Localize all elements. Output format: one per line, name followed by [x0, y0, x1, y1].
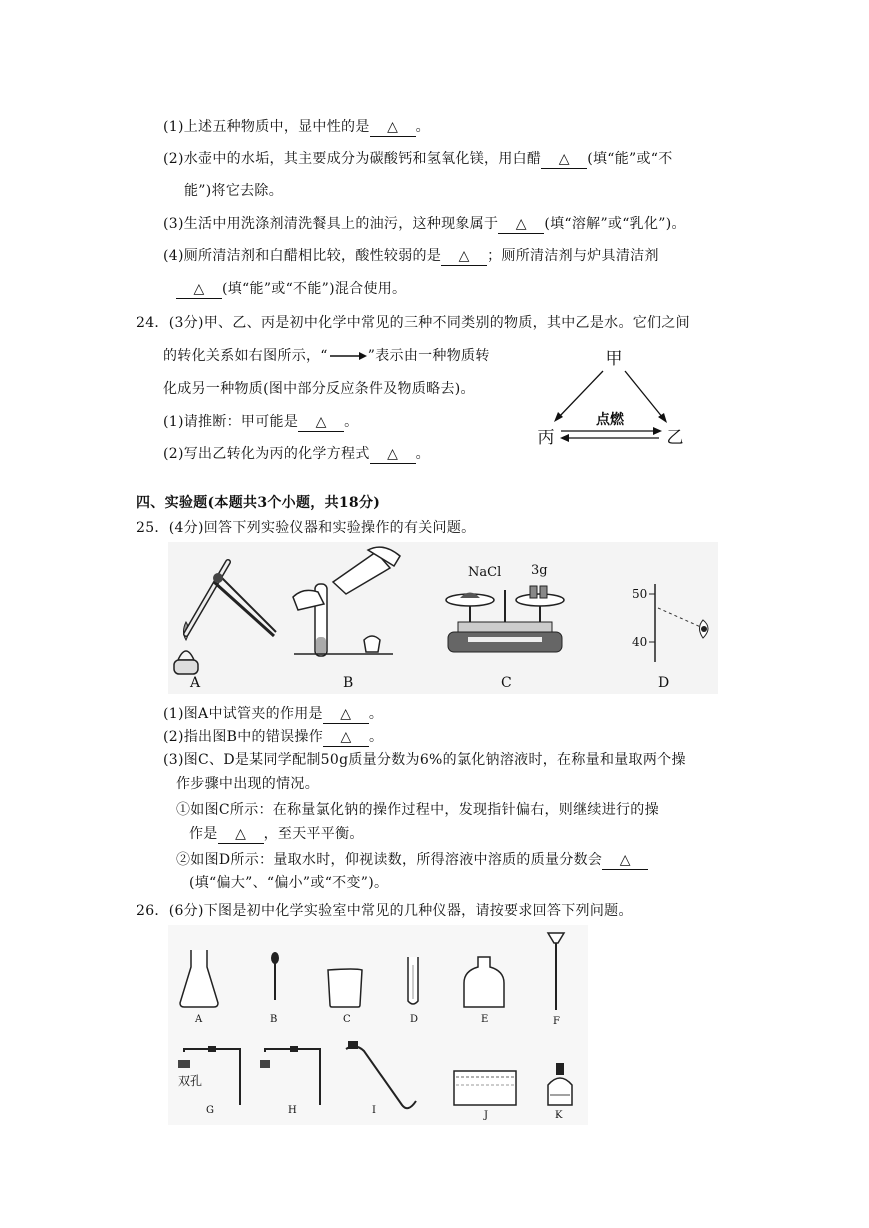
- svg-text:E: E: [481, 1014, 489, 1025]
- svg-text:D: D: [410, 1014, 419, 1025]
- answer-blank[interactable]: △: [441, 248, 487, 266]
- q25-part1: (1)图A中试管夹的作用是 △ 。: [163, 706, 384, 722]
- q25-sub2-line2: (填“偏大”、“偏小”或“不变”)。: [189, 875, 389, 891]
- q25-part3: (3)图C、D是某同学配制50g质量分数为6%的氯化钠溶液时，在称量和量取两个操: [163, 752, 686, 768]
- q23-part4-line2: △ (填“能”或“不能”)混合使用。: [176, 279, 406, 299]
- test-tube-icon: [408, 957, 418, 1004]
- trough-icon: [454, 1071, 516, 1105]
- arrow-icon: [328, 350, 368, 362]
- svg-text:3g: 3g: [531, 563, 548, 578]
- node-bing: 丙: [537, 428, 555, 448]
- q24-stem: 24．(3分)甲、乙、丙是初中化学中常见的三种不同类别的物质，其中乙是水。它们之间: [136, 315, 690, 331]
- q25-figure: [168, 542, 718, 694]
- transformation-diagram: [525, 340, 695, 455]
- svg-text:A: A: [195, 1014, 203, 1025]
- q23-part2-continued: 能”)将它去除。: [184, 183, 284, 199]
- q23-part3-text: (3)生活中用洗涤剂清洗餐具上的油污，这种现象属于: [163, 216, 499, 232]
- svg-text:F: F: [553, 1016, 560, 1027]
- answer-blank[interactable]: △: [323, 706, 369, 724]
- label-b: B: [343, 675, 354, 691]
- double-hole-label: 双孔: [178, 1074, 203, 1088]
- q23-part3: (3)生活中用洗涤剂清洗餐具上的油污，这种现象属于 △ (填“溶解”或“乳化”)。: [163, 216, 686, 232]
- answer-blank[interactable]: △: [370, 446, 416, 464]
- svg-text:B: B: [270, 1014, 278, 1025]
- answer-blank[interactable]: △: [541, 151, 587, 169]
- svg-text:H: H: [288, 1105, 297, 1116]
- q26-stem: 26．(6分)下图是初中化学实验室中常见的几种仪器，请按要求回答下列问题。: [136, 903, 633, 919]
- q23-part2: (2)水壶中的水垢，其主要成分为碳酸钙和氢氧化镁，用白醋 △ (填“能”或“不: [163, 151, 673, 167]
- reaction-condition: 点燃: [596, 412, 624, 428]
- answer-blank[interactable]: △: [298, 414, 344, 432]
- svg-text:NaCl: NaCl: [468, 565, 502, 580]
- q25-sub2: ②如图D所示：量取水时，仰视读数，所得溶液中溶质的质量分数会 △: [176, 850, 648, 870]
- svg-text:50: 50: [632, 587, 648, 601]
- q23-part4-text: (4)厕所清洁剂和白醋相比较，酸性较弱的是: [163, 248, 442, 264]
- svg-text:40: 40: [632, 635, 648, 649]
- answer-blank[interactable]: △: [323, 729, 369, 747]
- answer-blank[interactable]: △: [370, 119, 416, 137]
- svg-text:J: J: [484, 1110, 489, 1121]
- beaker-icon: [328, 969, 362, 1007]
- label-c: C: [501, 675, 512, 691]
- answer-blank[interactable]: △: [218, 826, 264, 844]
- svg-text:G: G: [206, 1105, 214, 1116]
- label-d: D: [658, 675, 670, 691]
- q23-part1-text: (1)上述五种物质中，显中性的是: [163, 119, 370, 135]
- q25-part2: (2)指出图B中的错误操作 △ 。: [163, 729, 384, 745]
- q23-part1: (1)上述五种物质中，显中性的是 △ 。: [163, 119, 430, 135]
- q24-stem-line3: 化成另一种物质(图中部分反应条件及物质略去)。: [163, 381, 475, 397]
- q23-part2-text: (2)水壶中的水垢，其主要成分为碳酸钙和氢氧化镁，用白醋: [163, 151, 542, 167]
- answer-blank[interactable]: △: [498, 216, 544, 234]
- q24-part2: (2)写出乙转化为丙的化学方程式 △ 。: [163, 446, 430, 462]
- node-yi: 乙: [666, 428, 684, 448]
- answer-blank[interactable]: △: [176, 281, 222, 299]
- q24-part1: (1)请推断：甲可能是 △ 。: [163, 414, 359, 430]
- q24-stem-line2: 的转化关系如右图所示，“ ”表示由一种物质转: [163, 348, 490, 364]
- label-a: A: [190, 675, 201, 691]
- section-title: 四、实验题(本题共3个小题，共18分): [136, 495, 381, 511]
- q23-part4: (4)厕所清洁剂和白醋相比较，酸性较弱的是 △ ；厕所清洁剂与炉具清洁剂: [163, 248, 659, 264]
- q25-sub1: ①如图C所示：在称量氯化钠的操作过程中，发现指针偏右，则继续进行的操: [176, 802, 659, 818]
- svg-text:I: I: [372, 1105, 376, 1116]
- svg-text:C: C: [343, 1014, 351, 1025]
- q25-stem: 25．(4分)回答下列实验仪器和实验操作的有关问题。: [136, 520, 476, 536]
- q26-figure: [168, 925, 588, 1125]
- q25-sub1-line2: 作是 △ ，至天平平衡。: [189, 826, 364, 842]
- svg-text:K: K: [555, 1110, 563, 1121]
- answer-blank[interactable]: △: [602, 852, 648, 870]
- q25-part3-line2: 作步骤中出现的情况。: [176, 776, 319, 792]
- node-jia: 甲: [605, 349, 623, 369]
